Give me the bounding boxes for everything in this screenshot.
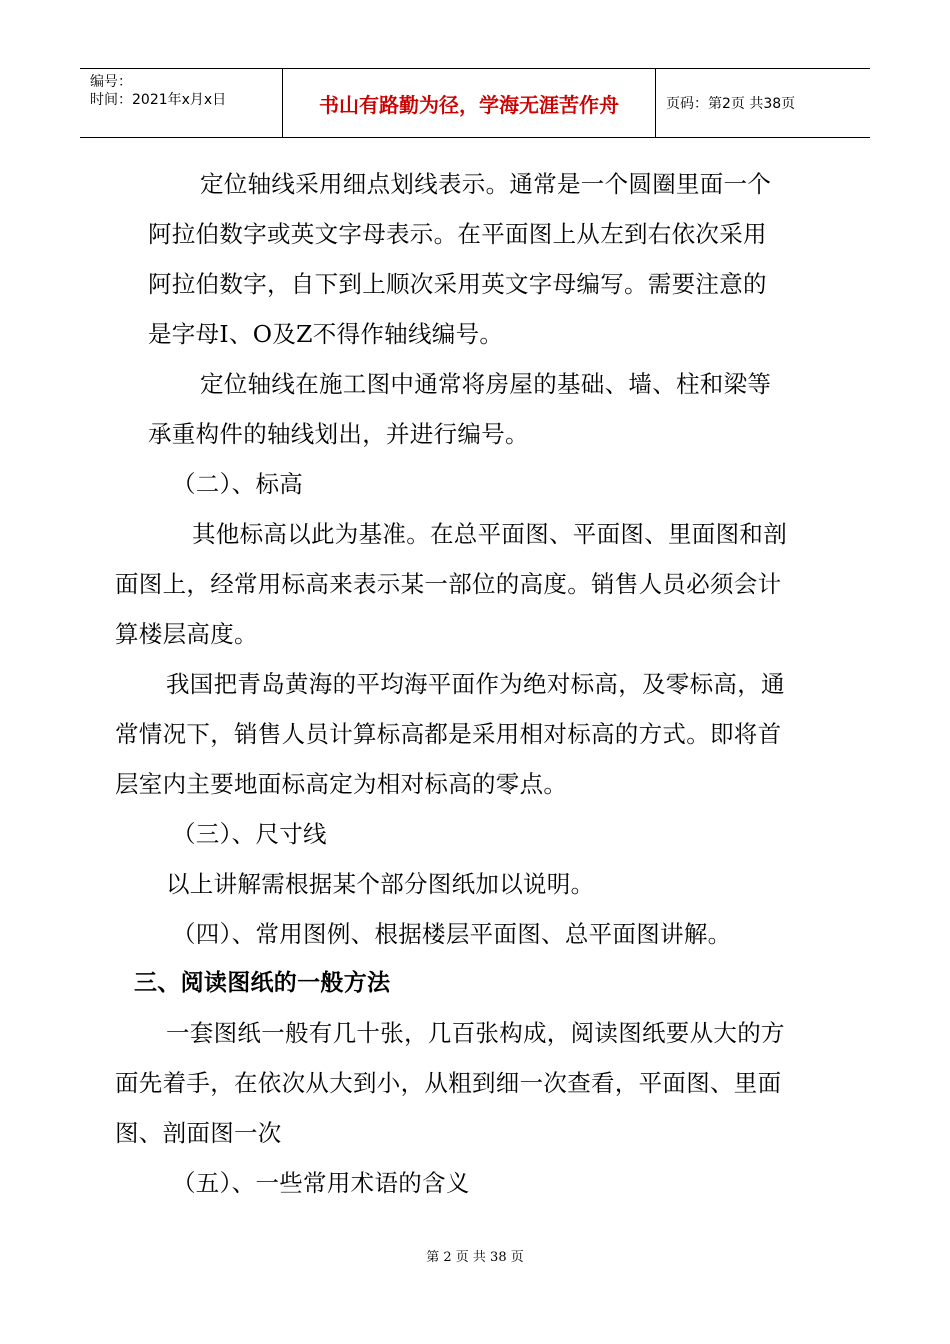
time-label: 时间：2021年x月x日 (90, 92, 227, 108)
paragraph-line: 面图上，经常用标高来表示某一部位的高度。销售人员必须会计 (115, 570, 782, 598)
paragraph-line: 层室内主要地面标高定为相对标高的零点。 (115, 770, 568, 798)
document-header (80, 68, 870, 138)
section-subheading: （三）、尺寸线 (172, 820, 327, 848)
number-label: 编号： (90, 74, 132, 90)
header-motto-cell (283, 69, 656, 137)
section-subheading: （五）、一些常用术语的含义 (172, 1169, 470, 1197)
paragraph-line: 阿拉伯数字，自下到上顺次采用英文字母编写。需要注意的 (148, 270, 767, 298)
paragraph-line: 定位轴线在施工图中通常将房屋的基础、墙、柱和梁等 (200, 370, 772, 398)
header-info-cell (80, 69, 283, 137)
motto-text: 书山有路勤为径，学海无涯苦作舟 (319, 93, 619, 117)
section-heading: 三、阅读图纸的一般方法 (134, 970, 391, 996)
paragraph-line: 面先着手，在依次从大到小，从粗到细一次查看，平面图、里面 (115, 1069, 782, 1097)
header-page-cell (656, 69, 870, 137)
paragraph-line: 承重构件的轴线划出，并进行编号。 (148, 420, 529, 448)
page-info: 页码：第2页 共38页 (666, 96, 796, 112)
section-subheading: （二）、标高 (172, 470, 304, 498)
paragraph-line: 定位轴线采用细点划线表示。通常是一个圆圈里面一个 (200, 170, 772, 198)
paragraph-line: 图、剖面图一次 (115, 1119, 282, 1147)
paragraph-line: 我国把青岛黄海的平均海平面作为绝对标高，及零标高，通 (166, 670, 785, 698)
paragraph-line: 阿拉伯数字或英文字母表示。在平面图上从左到右依次采用 (148, 220, 767, 248)
paragraph-line: 其他标高以此为基准。在总平面图、平面图、里面图和剖 (192, 520, 787, 548)
section-subheading: （四）、常用图例、根据楼层平面图、总平面图讲解。 (172, 920, 732, 948)
paragraph-line: 以上讲解需根据某个部分图纸加以说明。 (166, 870, 595, 898)
page-footer: 第 2 页 共 38 页 (426, 1250, 524, 1265)
paragraph-line: 算楼层高度。 (115, 620, 258, 648)
paragraph-line: 是字母I、O及Z不得作轴线编号。 (148, 320, 504, 348)
paragraph-line: 一套图纸一般有几十张，几百张构成，阅读图纸要从大的方 (166, 1019, 785, 1047)
paragraph-line: 常情况下，销售人员计算标高都是采用相对标高的方式。即将首 (115, 720, 782, 748)
